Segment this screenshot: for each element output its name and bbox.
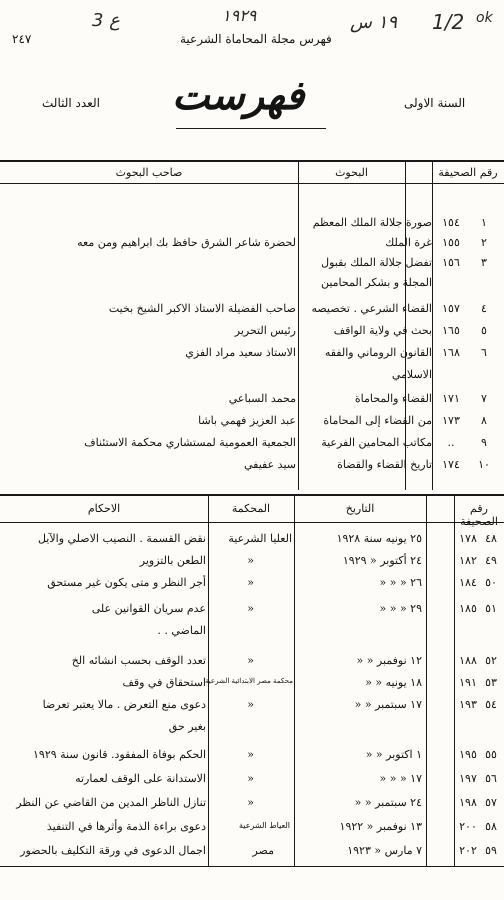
title-underline: [176, 128, 326, 129]
ruling-cell: الماضي . .: [157, 624, 206, 637]
date-cell: ١٨ يونيه « «: [365, 676, 422, 689]
page-number-cell: ١٧١: [442, 392, 460, 405]
page-number-cell: ٢٠٠: [459, 820, 477, 833]
table2-divider-page: [426, 494, 427, 866]
row-number: ٥١: [485, 602, 497, 615]
research-cell: غرة الملك: [385, 236, 432, 249]
research-cell: بحث في ولاية الواقف: [333, 324, 432, 337]
table2-divider-date: [294, 494, 295, 866]
row-number: ٥٣: [485, 676, 497, 689]
research-cell: القضاء الشرعي . تخصيصه: [311, 302, 432, 315]
date-cell: ٧ مارس « ١٩٢٣: [347, 844, 422, 857]
research-cell: القانون الروماني والفقه: [324, 346, 432, 359]
table2-header-court: المحكمة: [231, 502, 271, 515]
page-number-cell: ١٩١: [459, 676, 477, 689]
row-number: ٥٨: [485, 820, 497, 833]
row-number: ٥٤: [485, 698, 497, 711]
page-number-cell: ١٧٨: [459, 532, 477, 545]
page-number-cell: ١٩٧: [459, 772, 477, 785]
page-number-cell: ١٥٤: [442, 216, 460, 229]
page-number-cell: ١٨٤: [459, 576, 477, 589]
year-label: السنة الاولى: [404, 96, 466, 110]
page-number-cell: ١٨٢: [459, 554, 477, 567]
date-cell: ٢٩ « « «: [379, 602, 422, 615]
court-cell: العليا الشرعية: [228, 532, 292, 545]
page-number-cell: ١٥٥: [442, 236, 460, 249]
row-number: ٥٥: [485, 748, 497, 761]
ruling-cell: نقض القسمة . النصيب الاصلي والآيل: [37, 532, 206, 545]
table2-header-rule: [0, 522, 504, 523]
handwritten-mark: ١٩ س: [350, 12, 398, 33]
table2-header-rulings: الاحكام: [87, 502, 121, 515]
date-cell: ١٢ نوفمبر « «: [356, 654, 422, 667]
page-number-cell: ١٦٨: [442, 346, 460, 359]
date-cell: ٢٥ يونيه سنة ١٩٢٨: [336, 532, 422, 545]
ruling-cell: دعوى براءة الذمة وأثرها في التنفيذ: [46, 820, 206, 833]
page-number-cell: ١٧٣: [442, 414, 460, 427]
author-cell: الاستاذ سعيد مراد الفزي: [185, 346, 296, 359]
page-number-cell: ١٥٧: [442, 302, 460, 315]
ruling-cell: الحكم بوفاة المفقود. قانون سنة ١٩٢٩: [33, 748, 206, 761]
court-cell: العياط الشرعية: [239, 821, 290, 830]
research-cell: المجلة و بشكر المحامين: [320, 276, 432, 289]
table2-bottom-rule: [0, 866, 504, 867]
table1-divider-research: [298, 160, 299, 490]
date-cell: ١٧ « « «: [379, 772, 422, 785]
research-cell: الاسلامي: [391, 368, 432, 381]
ruling-cell: استحقاق في وقف: [122, 676, 206, 689]
table1-header-research: البحوث: [335, 166, 368, 179]
court-cell: مصر: [252, 844, 274, 857]
court-cell: «: [247, 772, 254, 785]
author-cell: محمد السباعي: [228, 392, 296, 405]
page-number-cell: ١٨٥: [459, 602, 477, 615]
author-cell: صاحب الفضيلة الاستاذ الاكبر الشيخ بخيت: [108, 302, 296, 315]
date-cell: ٢٤ أكتوبر « ١٩٢٩: [342, 554, 422, 567]
row-number: ٥٩: [485, 844, 497, 857]
row-number: ٨: [481, 414, 487, 427]
table2-header-page: رقم الصحيفة: [460, 502, 498, 528]
research-cell: تاريخ القضاء والقضاة: [337, 458, 432, 471]
row-number: ٧: [481, 392, 487, 405]
author-cell: سيد عفيفي: [244, 458, 296, 471]
author-cell: لحضرة شاعر الشرق حافظ بك ابراهيم ومن معه: [77, 236, 296, 249]
page-number-cell: ١٦٥: [442, 324, 460, 337]
table2-top-rule: [0, 494, 504, 496]
handwritten-ref: ع 3: [92, 10, 120, 31]
author-cell: الجمعية العمومية لمستشاري محكمة الاستئناف: [84, 436, 296, 449]
row-number: ٢: [481, 236, 487, 249]
ruling-cell: بغير حق: [168, 720, 206, 733]
row-number: ٩: [481, 436, 487, 449]
research-cell: صورة جلالة الملك المعظم: [312, 216, 432, 229]
ruling-cell: دعوى منع التعرض . مالا يعتبر تعرضا: [42, 698, 206, 711]
row-number: ٥٦: [485, 772, 497, 785]
row-number: ٤٨: [485, 532, 497, 545]
author-cell: عبد العزيز فهمي باشا: [198, 414, 296, 427]
ruling-cell: تنازل الناظر المدين من القاضي عن النظر: [16, 796, 206, 809]
table2-header-date: التاريخ: [345, 502, 375, 515]
court-cell: «: [247, 698, 254, 711]
handwritten-fraction: 1/2: [432, 10, 465, 34]
table1-header-page: رقم الصحيفة: [438, 166, 498, 179]
row-number: ١٠: [478, 458, 490, 471]
ruling-cell: أجر النظر و متى يكون غير مستحق: [47, 576, 206, 589]
court-cell: «: [247, 654, 254, 667]
ruling-cell: تعدد الوقف بحسب انشائه الخ: [71, 654, 206, 667]
research-cell: من القضاء إلى المحاماة: [323, 414, 432, 427]
date-cell: ١٧ سبتمبر « «: [354, 698, 422, 711]
table1-top-rule: [0, 160, 504, 162]
court-cell: «: [247, 748, 254, 761]
ruling-cell: الاستدانة على الوقف لعمارته: [75, 772, 206, 785]
table1-header-rule: [0, 183, 504, 184]
page-number: ٢٤٧: [12, 32, 32, 46]
handwritten-ok: ok: [476, 10, 493, 26]
date-cell: ٢٤ سبتمبر « «: [354, 796, 422, 809]
table1-divider-n: [432, 160, 433, 490]
row-number: ٤٩: [485, 554, 497, 567]
main-title: فهرست: [172, 72, 305, 119]
row-number: ٦: [481, 346, 487, 359]
row-number: ٥٧: [485, 796, 497, 809]
ruling-cell: الطعن بالتزوير: [139, 554, 206, 567]
research-cell: تفضل جلالة الملك بقبول: [321, 256, 432, 269]
court-cell: «: [247, 576, 254, 589]
date-cell: ٢٦ « « «: [379, 576, 422, 589]
page-number-cell: ..: [447, 436, 455, 449]
author-cell: رئيس التحرير: [234, 324, 296, 337]
row-number: ٤: [481, 302, 487, 315]
row-number: ٣: [481, 256, 487, 269]
row-number: ٥٢: [485, 654, 497, 667]
date-cell: ١ اكتوبر « «: [365, 748, 422, 761]
page-number-cell: ١٨٨: [459, 654, 477, 667]
ruling-cell: عدم سريان القوانين على: [91, 602, 206, 615]
row-number: ١: [481, 216, 487, 229]
page-number-cell: ١٧٤: [442, 458, 460, 471]
ruling-cell: اجمال الدعوى في ورقة التكليف بالحضور: [20, 844, 206, 857]
research-cell: القضاء والمحاماة: [354, 392, 432, 405]
page-number-cell: ١٥٦: [442, 256, 460, 269]
running-title: فهرس مجلة المحاماة الشرعية: [180, 32, 332, 46]
row-number: ٥٠: [485, 576, 497, 589]
date-cell: ١٣ نوفمبر « ١٩٢٢: [339, 820, 422, 833]
page-number-cell: ٢٠٢: [459, 844, 477, 857]
page-number-cell: ١٩٨: [459, 796, 477, 809]
court-cell: «: [247, 796, 254, 809]
research-cell: مكاتب المحامين الفرعية: [321, 436, 432, 449]
table1-header-author: صاحب البحوث: [115, 166, 183, 179]
page-number-cell: ١٩٥: [459, 748, 477, 761]
court-cell: «: [247, 602, 254, 615]
page-number-cell: ١٩٣: [459, 698, 477, 711]
court-cell: «: [247, 554, 254, 567]
row-number: ٥: [481, 324, 487, 337]
handwritten-year: ١٩٢٩: [222, 6, 257, 25]
court-cell: محكمة مصر الابتدائية الشرعية: [205, 677, 293, 685]
issue-label: العدد الثالث: [42, 96, 100, 110]
